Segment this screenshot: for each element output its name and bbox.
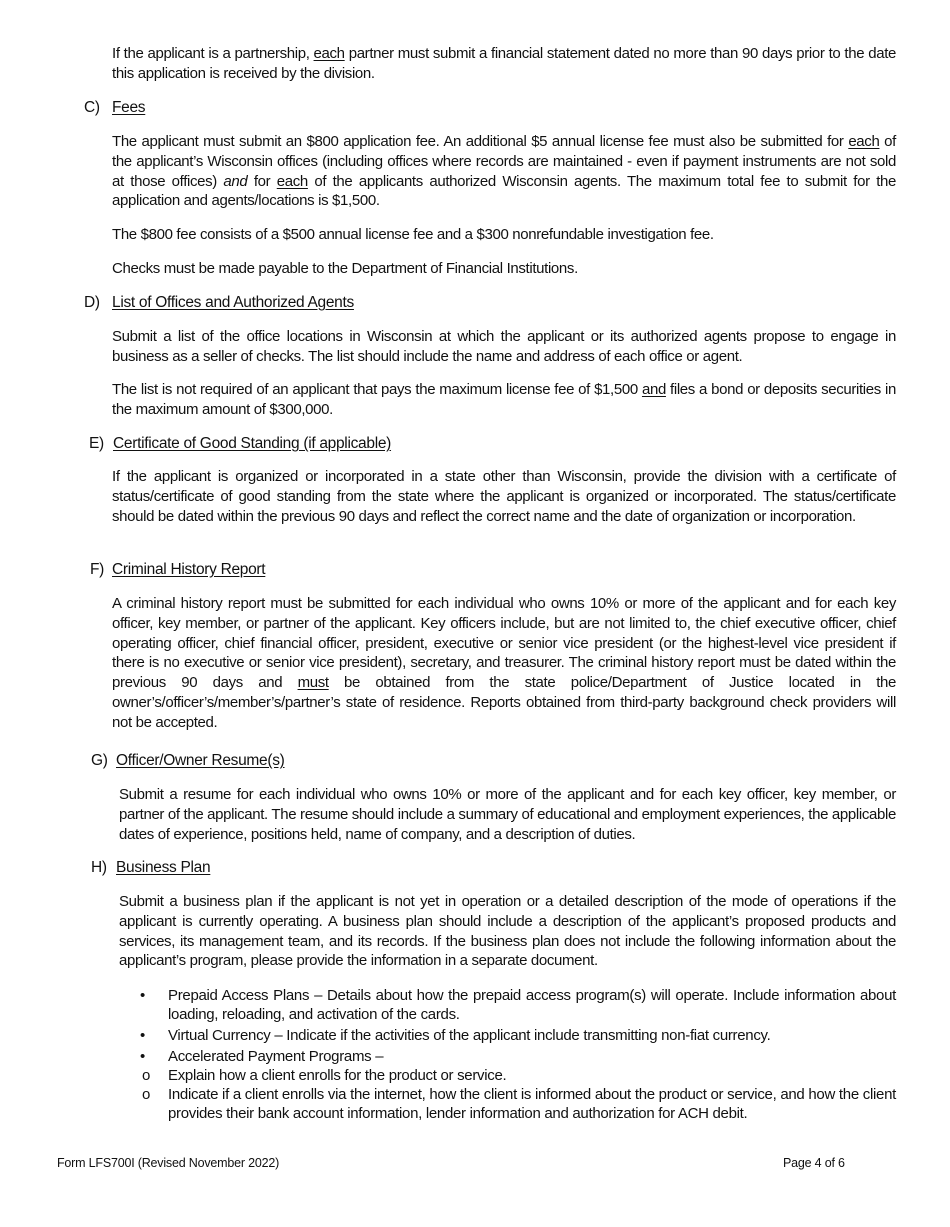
bullet-text: Virtual Currency – Indicate if the activities of the applicant include transmitting non-fiat currency. — [168, 1027, 771, 1044]
list-item — [140, 1047, 896, 1123]
section-f-title: Criminal History Report — [112, 561, 266, 578]
section-f-paragraph-1 — [112, 594, 896, 733]
section-h-letter: H) — [91, 859, 107, 876]
section-f-heading — [90, 560, 265, 580]
offices-and-underlined: and — [641, 381, 666, 398]
list-item — [140, 1085, 896, 1123]
intro-text: If the applicant is a partnership, — [112, 45, 314, 62]
section-g-heading — [91, 751, 285, 771]
section-d-title: List of Offices and Authorized Agents — [112, 294, 354, 311]
section-g-paragraph-1: Submit a resume for each individual who owns 10% or more of the applicant and for each key officer, key member, or partner of the applicant. The resume should include a summary of educational and employment experiences, the applicable dates of experience, positions held, name of company, and a description of duties. — [119, 786, 896, 843]
fees-text-c: for — [247, 172, 277, 190]
section-e-paragraph-1: If the applicant is organized or incorporated in a state other than Wisconsin, provide the division with a certificate of status/certificate of good standing from the state where the applicant is organized or incorporated. The status/certificate should be dated within the previous 90 days and reflect the correct name and the date of organization or incorporation. — [112, 468, 896, 525]
fees-text-b: of the applicant’s Wisconsin offices (including offices where records are maintained - even if payment instruments are not sold at those offices) — [112, 133, 896, 190]
fees-text-d: of the applicants authorized Wisconsin agents. The maximum total fee to submit for the application and agents/locations is $1,500. — [112, 172, 897, 210]
fees-and-italic: and — [223, 172, 248, 190]
section-c-heading — [84, 98, 145, 118]
bullet-icon: • — [140, 1048, 145, 1065]
bullet-text: Accelerated Payment Programs – — [168, 1048, 384, 1065]
section-e-letter: E) — [89, 435, 104, 452]
sub-bullet-icon: o — [142, 1086, 151, 1103]
section-d-paragraph-2 — [112, 380, 896, 420]
section-c-paragraph-2: The $800 fee consists of a $500 annual license fee and a $300 nonrefundable investigation fee. — [112, 226, 714, 243]
intro-text-end: partner must submit a financial statement dated no more than 90 days prior to the date this application is received by the division. — [112, 45, 896, 82]
footer-page-number: Page 4 of 6 — [783, 1156, 845, 1170]
business-plan-bullets — [140, 986, 896, 1125]
criminal-must-underlined: must — [297, 674, 329, 692]
list-item — [140, 986, 896, 1024]
footer-form-id: Form LFS700I (Revised November 2022) — [57, 1156, 280, 1170]
offices-text-b: files a bond or deposits securities in the maximum amount of $300,000. — [112, 381, 896, 418]
fees-each-1: each — [848, 133, 880, 150]
list-item — [140, 1026, 896, 1045]
list-item — [140, 1066, 896, 1085]
section-c-paragraph-1 — [112, 132, 896, 211]
section-h-title: Business Plan — [116, 859, 211, 876]
bullet-icon: • — [140, 987, 145, 1004]
section-d-letter: D) — [84, 294, 100, 311]
section-g-title: Officer/Owner Resume(s) — [116, 752, 285, 769]
bullet-icon: • — [140, 1027, 145, 1044]
section-h-heading — [91, 858, 210, 878]
section-e-heading — [89, 434, 391, 454]
sub-bullet-icon: o — [142, 1067, 151, 1084]
sub-bullet-text: Indicate if a client enrolls via the internet, how the client is informed about the product or service, and how the client provides their bank account information, lender information and authorization for ACH debit. — [168, 1086, 896, 1122]
intro-underlined: each — [313, 45, 345, 62]
accelerated-payment-sub-list — [140, 1066, 896, 1123]
offices-text-a: The list is not required of an applicant that pays the maximum license fee of $1,500 — [112, 381, 642, 398]
section-g-letter: G) — [91, 752, 108, 769]
section-h-paragraph-1: Submit a business plan if the applicant is not yet in operation or a detailed description of the mode of operations if the applicant is currently operating. A business plan should include a description of the applicant’s proposed products and services, its management team, and its records. If the business plan does not include the following information about the applicant’s program, please provide the information in a separate document. — [119, 893, 896, 970]
fees-text-a: The applicant must submit an $800 application fee. An additional $5 annual license fee must also be submitted for — [112, 133, 849, 150]
intro-paragraph — [112, 44, 896, 84]
section-c-letter: C) — [84, 99, 100, 116]
section-d-heading — [84, 293, 354, 313]
criminal-text-b: be obtained from the state police/Department of Justice located in the owner’s/officer’s/member’s/partner’s state of residence. Reports obtained from third-party background check providers will not be accepted. — [112, 674, 896, 731]
sub-bullet-text: Explain how a client enrolls for the product or service. — [168, 1067, 507, 1084]
section-e-title: Certificate of Good Standing (if applicable) — [113, 435, 392, 452]
criminal-text-a: A criminal history report must be submitted for each individual who owns 10% or more of the applicant and for each key officer, key member, or partner of the applicant. Key officers include, but are not limited to, the chief executive officer, chief operating officer, chief financial officer, president, executive or senior vice president (or the highest-level vice president if there is no executive or senior vice president), secretary, and treasurer. The criminal history report must be dated within the previous 90 days and — [112, 595, 896, 692]
fees-each-2: each — [276, 172, 308, 190]
section-c-title: Fees — [112, 99, 146, 116]
section-f-letter: F) — [90, 561, 105, 578]
section-d-paragraph-1: Submit a list of the office locations in Wisconsin at which the applicant or its authorized agents propose to engage in business as a seller of checks. The list should include the name and address of each office or agent. — [112, 328, 896, 365]
section-c-paragraph-3: Checks must be made payable to the Department of Financial Institutions. — [112, 260, 578, 277]
bullet-text: Prepaid Access Plans – Details about how the prepaid access program(s) will operate. Include information about loading, reloading, and activation of the cards. — [168, 987, 896, 1023]
